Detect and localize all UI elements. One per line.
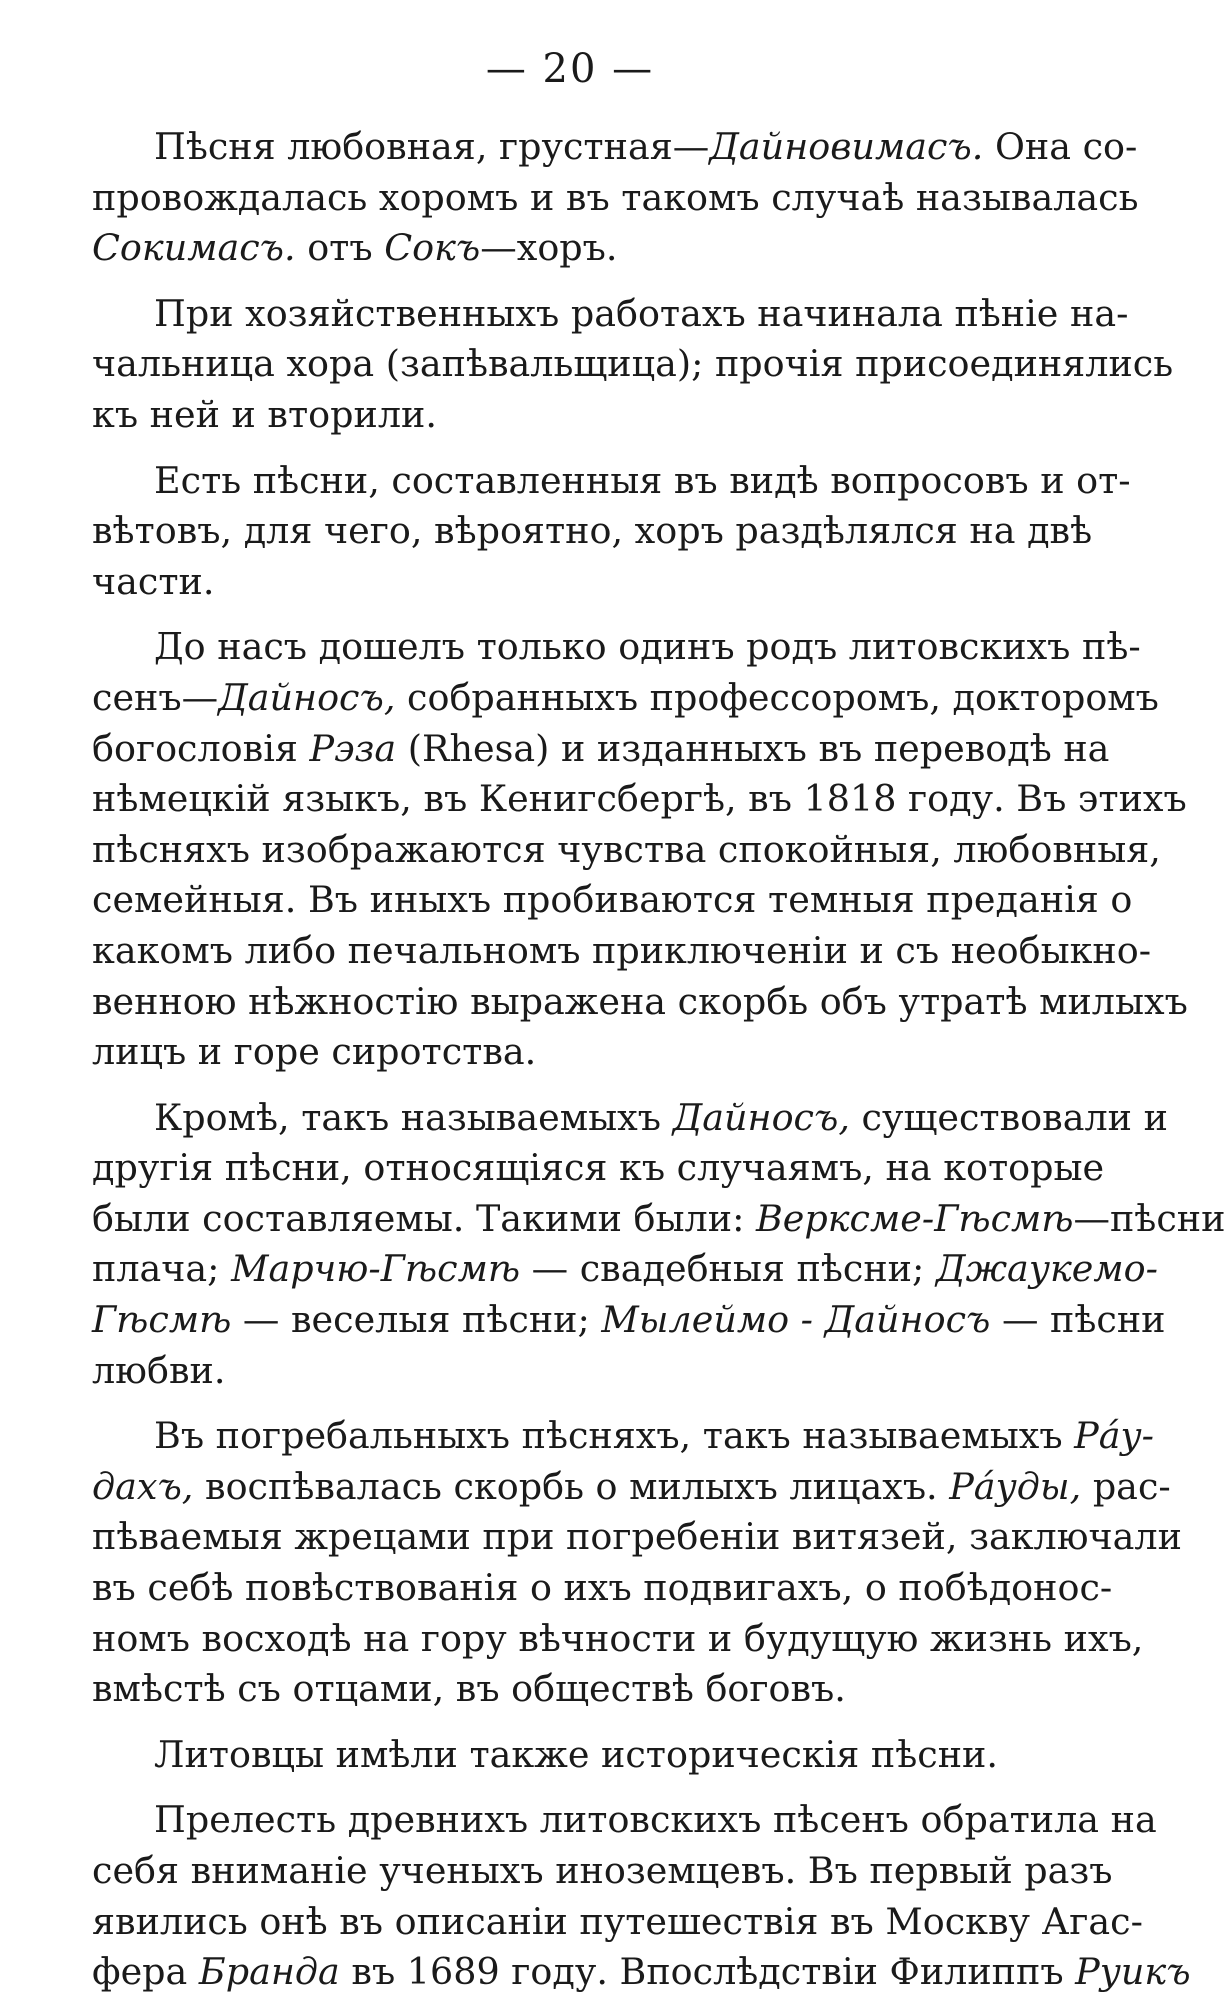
italic-term: Мылеймо - Дайносъ <box>601 1298 991 1342</box>
text-run: лицъ и горе сиротства. <box>92 1030 537 1074</box>
text-run: — веселыя пѣсни; <box>231 1298 602 1342</box>
text-run: провождалась хоромъ и въ такомъ случаѣ называлась <box>92 175 1139 219</box>
text-line <box>92 1462 1171 1513</box>
text-run: другія пѣсни, относящіяся къ случаямъ, на которые <box>92 1146 1105 1190</box>
paragraph <box>92 289 1174 441</box>
paragraph <box>92 1795 1191 1997</box>
text-run: явились онѣ въ описаніи путешествія въ Москву Агас- <box>92 1899 1143 1943</box>
text-run: богословія <box>92 726 310 770</box>
text-run: были составляемы. Такими были: <box>92 1196 756 1240</box>
italic-term: Руикъ <box>1075 1950 1191 1994</box>
text-run: семейныя. Въ иныхъ пробиваются темныя преданія о <box>92 878 1133 922</box>
italic-term: Дайносъ, <box>672 1095 850 1139</box>
text-line <box>92 1730 1084 1781</box>
text-run: Есть пѣсни, составленныя въ видѣ вопросовъ и от- <box>154 458 1131 502</box>
text-line <box>92 673 1159 724</box>
text-run: себя вниманіе ученыхъ иноземцевъ. Въ первый разъ <box>92 1849 1113 1892</box>
text-line <box>92 724 1110 775</box>
text-line <box>92 977 1188 1028</box>
text-line <box>92 173 1139 224</box>
text-run: сенъ— <box>92 675 219 719</box>
italic-term: Верксме-Гѣсмѣ <box>755 1196 1074 1240</box>
italic-term: Рáуды, <box>949 1464 1082 1508</box>
text-line <box>92 1244 1158 1295</box>
text-run: Она со- <box>983 125 1138 168</box>
text-line <box>92 1411 1154 1462</box>
text-run: рас- <box>1081 1464 1171 1508</box>
text-line <box>92 1093 1168 1144</box>
paragraph <box>92 1093 1225 1397</box>
text-run: венною нѣжностію выражена скорбь объ утратѣ милыхъ <box>92 979 1188 1023</box>
text-line <box>92 1795 1157 1846</box>
text-line <box>92 390 1084 441</box>
text-line <box>92 1664 1084 1715</box>
text-line <box>92 223 1084 274</box>
text-line <box>92 1295 1166 1346</box>
text-run: пѣсняхъ изображаются чувства спокойныя, любовныя, <box>92 827 1161 871</box>
text-run: въ себѣ повѣствованія о ихъ подвигахъ, о побѣдонос- <box>92 1566 1113 1610</box>
text-run: Кромѣ, такъ называемыхъ <box>154 1095 673 1139</box>
text-run: До насъ дошелъ только одинъ родъ литовскихъ пѣ- <box>154 625 1141 669</box>
paragraph <box>92 622 1188 1077</box>
text-line <box>92 926 1152 977</box>
text-run: фера <box>92 1950 199 1994</box>
text-run: чальница хора (запѣвальщица); прочія присоединялись <box>92 342 1174 386</box>
text-line <box>92 289 1129 340</box>
text-run: (Rhesa) и изданныхъ въ переводѣ на <box>396 726 1110 770</box>
text-line <box>92 1346 1084 1397</box>
text-run: вмѣстѣ съ отцами, въ обществѣ боговъ. <box>92 1667 846 1711</box>
text-run: пѣваемыя жрецами при погребеніи витязей, заключали <box>92 1515 1182 1559</box>
text-run: существовали и <box>849 1095 1168 1139</box>
paragraph <box>92 1730 1084 1781</box>
text-line <box>92 1027 1084 1078</box>
text-run: собранныхъ профессоромъ, докторомъ <box>395 675 1159 719</box>
text-run: — свадебныя пѣсни; <box>520 1247 936 1291</box>
text-run: номъ восходѣ на гору вѣчности и будущую жизнь ихъ, <box>92 1616 1144 1660</box>
text-line <box>92 1563 1113 1614</box>
italic-term: Джаукемо- <box>935 1247 1158 1291</box>
italic-term: Дайносъ, <box>218 675 396 719</box>
text-line <box>92 825 1161 876</box>
text-line <box>92 122 1138 173</box>
text-line <box>92 1194 1225 1245</box>
text-line <box>92 1614 1144 1665</box>
text-run: нѣмецкій языкъ, въ Кенигсбергѣ, въ 1818 году. Въ этихъ <box>92 777 1187 821</box>
text-run: отъ <box>295 226 385 270</box>
italic-term: Марчю-Гѣсмѣ <box>231 1247 521 1291</box>
italic-term: Сокимасъ. <box>92 226 296 270</box>
text-line <box>92 1897 1143 1948</box>
text-line <box>92 339 1174 390</box>
text-line <box>92 1512 1182 1563</box>
text-run: части. <box>92 559 215 603</box>
text-line <box>92 1947 1191 1998</box>
italic-term: Рáу- <box>1074 1414 1154 1458</box>
text-line <box>92 557 1084 608</box>
body-text <box>92 122 1225 2013</box>
paragraph <box>92 456 1131 608</box>
italic-term: дахъ, <box>92 1464 194 1508</box>
text-line <box>92 506 1093 557</box>
text-run: — пѣсни <box>990 1298 1166 1342</box>
text-line <box>92 456 1131 507</box>
text-run: къ ней и вторили. <box>92 392 437 436</box>
paragraph <box>92 1411 1182 1715</box>
italic-term: Рэза <box>309 726 397 770</box>
text-line <box>92 875 1133 926</box>
text-run: —пѣсни <box>1073 1196 1225 1240</box>
text-run: плача; <box>92 1247 232 1291</box>
text-line <box>92 1143 1105 1194</box>
text-run: При хозяйственныхъ работахъ начинала пѣніе на- <box>154 291 1129 335</box>
text-run: въ 1689 году. Впослѣдствіи Филиппъ <box>339 1950 1076 1994</box>
italic-term: Бранда <box>198 1950 340 1994</box>
text-line <box>92 622 1141 673</box>
italic-term: Сокъ <box>384 226 481 270</box>
text-run: Прелесть древнихъ литовскихъ пѣсенъ обратила на <box>154 1798 1157 1842</box>
text-line <box>92 774 1187 825</box>
text-run: —хоръ. <box>480 226 618 270</box>
italic-term: Дайновимасъ. <box>709 125 984 168</box>
page-number: — 20 — <box>485 46 655 92</box>
text-run: Пѣсня любовная, грустная— <box>154 125 710 168</box>
text-run: Въ погребальныхъ пѣсняхъ, такъ называемыхъ <box>154 1414 1075 1458</box>
text-run: какомъ либо печальномъ приключеніи и съ необыкно- <box>92 928 1152 972</box>
italic-term: Гѣсмѣ <box>92 1298 232 1342</box>
text-line <box>92 1846 1113 1897</box>
text-run: Литовцы имѣли также историческія пѣсни. <box>154 1732 998 1776</box>
paragraph <box>92 122 1139 274</box>
text-run: любви. <box>92 1348 226 1392</box>
text-run: воспѣвалась скорбь о милыхъ лицахъ. <box>193 1464 950 1508</box>
text-run: вѣтовъ, для чего, вѣроятно, хоръ раздѣлялся на двѣ <box>92 509 1093 553</box>
